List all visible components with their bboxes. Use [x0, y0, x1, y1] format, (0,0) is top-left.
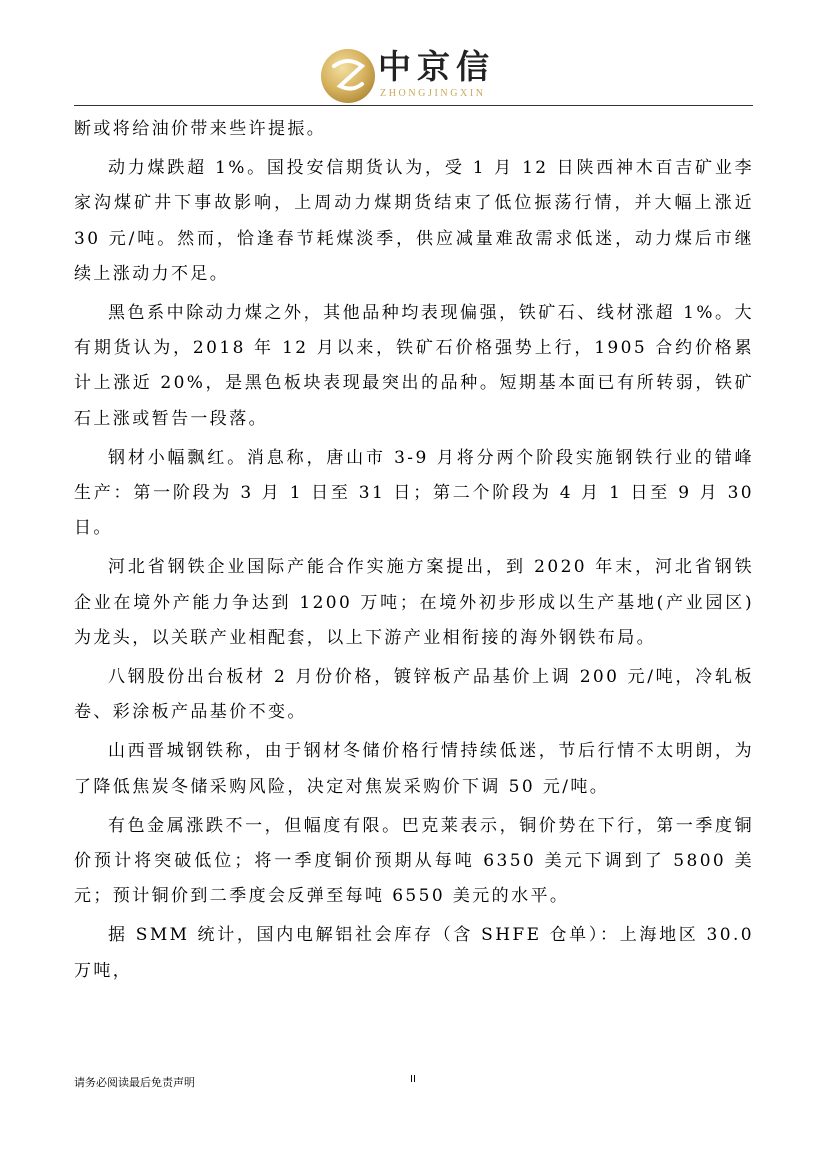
document-body: [74, 112, 754, 989]
paragraph: 山西晋城钢铁称，由于钢材冬储价格行情持续低迷，节后行情不太明朗，为了降低焦炭冬储采购风险，决定对焦炭采购价下调 50 元/吨。: [74, 741, 754, 797]
paragraph: 钢材小幅飘红。消息称，唐山市 3-9 月将分两个阶段实施钢铁行业的错峰生产：第一阶段为 3 月 1 日至 31 日；第二个阶段为 4 月 1 日至 9 月 30 日。: [74, 447, 754, 539]
header-divider: [74, 105, 753, 106]
paragraph: 动力煤跌超 1%。国投安信期货认为，受 1 月 12 日陕西神木百吉矿业李家沟煤矿井下事故影响，上周动力煤期货结束了低位振荡行情，并大幅上涨近 30 元/吨。然而，恰逢春节耗煤淡季，供应减量难敌需求低迷，动力煤后市继续上涨动力不足。: [74, 158, 754, 284]
paragraph: 有色金属涨跌不一，但幅度有限。巴克莱表示，铜价势在下行，第一季度铜价预计将突破低位；将一季度铜价预期从每吨 6350 美元下调到了 5800 美元；预计铜价到二季度会反弹至每吨 6550 美元的水平。: [74, 815, 754, 907]
paragraph: 黑色系中除动力煤之外，其他品种均表现偏强，铁矿石、线材涨超 1%。大有期货认为，2018 年 12 月以来，铁矿石价格强势上行，1905 合约价格累计上涨近 20%，是黑色板块表现最突出的品种。短期基本面已有所转弱，铁矿石上涨或暂告一段落。: [74, 303, 754, 429]
brand-name-en: ZHONGJINGXIN: [380, 88, 486, 99]
paragraph: 八钢股份出台板材 2 月份价格，镀锌板产品基价上调 200 元/吨，冷轧板卷、彩涂板产品基价不变。: [74, 667, 754, 723]
footer-disclaimer: 请务必阅读最后免责声明: [74, 1076, 195, 1089]
paragraph: 断或将给油价带来些许提振。: [74, 119, 327, 139]
brand-name-cn: 中京信: [378, 47, 495, 86]
paragraph: 据 SMM 统计，国内电解铝社会库存（含 SHFE 仓单）：上海地区 30.0 万吨，: [74, 925, 754, 981]
paragraph: 河北省钢铁企业国际产能合作实施方案提出，到 2020 年末，河北省钢铁企业在境外产能力争达到 1200 万吨；在境外初步形成以生产基地(产业园区)为龙头，以关联产业相配套，以上下游产业相衔接的海外钢铁布局。: [74, 557, 754, 648]
zjx-logo-icon: [318, 46, 378, 106]
page-number: II: [410, 1074, 416, 1085]
page-header: [0, 0, 827, 110]
